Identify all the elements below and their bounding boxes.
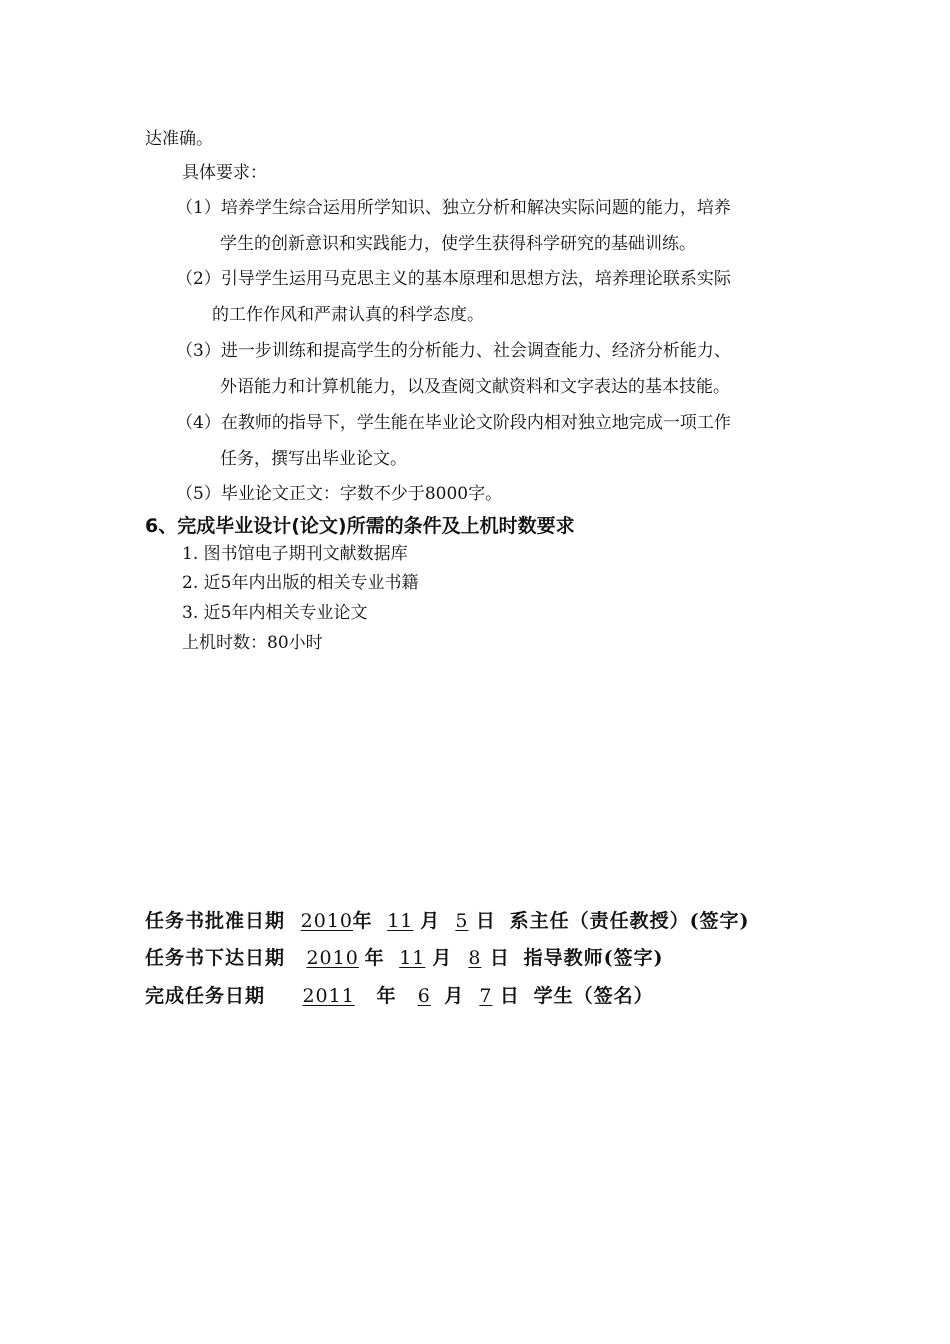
- completion-month-unit: 月: [444, 985, 465, 1007]
- completion-day: 7: [479, 985, 493, 1007]
- approval-month: 11: [387, 910, 414, 932]
- requirement-5: （5）毕业论文正文：字数不少于8000字。: [176, 484, 503, 504]
- requirement-1-line-2: 学生的创新意识和实践能力，使学生获得科学研究的基础训练。: [220, 234, 696, 254]
- requirement-1-line-1: （1）培养学生综合运用所学知识、独立分析和解决实际问题的能力，培养: [176, 198, 731, 218]
- requirement-2-line-1: （2）引导学生运用马克思主义的基本原理和思想方法，培养理论联系实际: [176, 269, 731, 289]
- completion-date-label: 完成任务日期: [145, 985, 266, 1007]
- approval-date-row: [145, 908, 750, 934]
- issue-day: 8: [468, 947, 482, 969]
- continuation-text: 达准确。: [145, 129, 213, 149]
- machine-hours: 上机时数：80小时: [182, 633, 323, 653]
- completion-year: 2011: [302, 985, 355, 1007]
- issue-date-label: 任务书下达日期: [145, 947, 286, 969]
- issue-date-row: [145, 945, 664, 971]
- condition-item-2: 2. 近5年内出版的相关专业书籍: [182, 573, 419, 593]
- requirement-4-line-2: 任务，撰写出毕业论文。: [220, 449, 407, 469]
- condition-item-3: 3. 近5年内相关专业论文: [182, 603, 368, 623]
- approval-date-label: 任务书批准日期: [145, 910, 286, 932]
- approval-signer-role: 系主任（责任教授）(签字): [509, 910, 750, 932]
- completion-day-unit: 日: [499, 985, 520, 1007]
- issue-signer-role: 指导教师(签字): [523, 947, 664, 969]
- requirement-3-line-2: 外语能力和计算机能力，以及查阅文献资料和文字表达的基本技能。: [220, 377, 730, 397]
- requirements-intro: 具体要求：: [182, 163, 267, 183]
- issue-year: 2010: [306, 947, 359, 969]
- issue-day-unit: 日: [489, 947, 510, 969]
- completion-month: 6: [417, 985, 431, 1007]
- approval-day: 5: [455, 910, 469, 932]
- approval-year: 2010: [300, 910, 353, 932]
- requirement-3-line-1: （3）进一步训练和提高学生的分析能力、社会调查能力、经济分析能力、: [176, 341, 731, 361]
- issue-month: 11: [399, 947, 426, 969]
- completion-signer-role: 学生（签名）: [533, 985, 654, 1007]
- issue-year-unit: 年: [364, 947, 385, 969]
- completion-year-unit: 年: [376, 985, 397, 1007]
- requirement-2-line-2: 的工作作风和严肃认真的科学态度。: [212, 305, 484, 325]
- completion-date-row: [145, 983, 654, 1009]
- condition-item-1: 1. 图书馆电子期刊文献数据库: [182, 544, 408, 564]
- issue-month-unit: 月: [432, 947, 453, 969]
- section-6-heading: 6、完成毕业设计(论文)所需的条件及上机时数要求: [145, 515, 575, 537]
- requirement-4-line-1: （4）在教师的指导下，学生能在毕业论文阶段内相对独立地完成一项工作: [176, 413, 731, 433]
- approval-day-unit: 日: [475, 910, 496, 932]
- approval-month-unit: 月: [420, 910, 441, 932]
- approval-year-unit: 年: [352, 910, 373, 932]
